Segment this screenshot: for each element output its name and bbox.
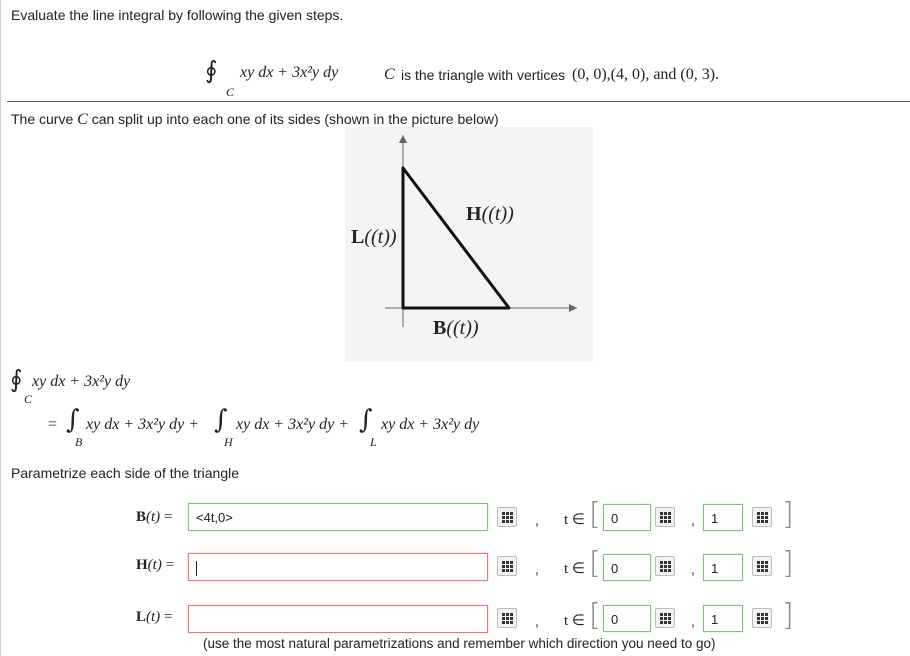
row-b-label: B(t) = [136, 509, 173, 525]
grid-icon [502, 613, 513, 624]
row-h-open-bracket: [ [589, 546, 601, 581]
problem-description: is the triangle with vertices [401, 67, 566, 83]
left-border [0, 0, 1, 656]
direction-note: (use the most natural parametrizations and remember which direction you need to go) [203, 636, 716, 651]
l-t-end-editor-button[interactable] [752, 608, 772, 628]
row-h-close-bracket: ] [782, 546, 794, 581]
triangle-figure [345, 127, 593, 362]
grid-icon [660, 613, 671, 624]
l-param-input[interactable] [188, 605, 488, 633]
problem-integral [205, 58, 218, 83]
split-text-prefix: The curve [11, 111, 74, 127]
l-t-start-editor-button[interactable] [655, 608, 675, 628]
b-t-start-editor-button[interactable] [655, 507, 675, 527]
y-axis-arrow-icon [399, 135, 407, 143]
integral-h-sub: H [224, 435, 233, 449]
grid-icon [660, 561, 671, 572]
lhs-integral-sub: C [24, 392, 33, 406]
integral-icon: ∫ [359, 405, 373, 435]
integral-l-sub: L [370, 435, 377, 449]
row-l-open-bracket: [ [589, 598, 601, 633]
integral-b [66, 407, 80, 433]
row-h-label: H(t) = [136, 557, 175, 573]
h-t-start-input[interactable]: 0 [603, 554, 651, 581]
equals-sign: = [48, 416, 58, 433]
integral-icon: ∫ [214, 405, 228, 435]
integral-h-integrand: xy dx + 3x²y dy + [236, 416, 349, 433]
row-h-comma-2: , [691, 561, 695, 577]
b-t-start-input[interactable]: 0 [603, 504, 651, 531]
section-divider [7, 101, 910, 102]
label-b: B((t)) [433, 317, 479, 339]
row-b-open-bracket: [ [589, 497, 601, 532]
problem-curve-symbol: C [384, 66, 395, 83]
problem-vertices: (0, 0),(4, 0), and (0, 3). [572, 66, 720, 83]
text-cursor [196, 561, 197, 576]
split-text-suffix: can split up into each one of its sides (shown in the picture below) [91, 111, 499, 127]
triangle-shape [403, 168, 509, 308]
row-l-t-in: t ∈ [564, 613, 585, 629]
grid-icon [757, 512, 768, 523]
grid-icon [757, 613, 768, 624]
b-equation-editor-button[interactable] [497, 507, 517, 527]
integral-b-sub: B [75, 435, 83, 449]
row-h-comma: , [535, 561, 539, 577]
integral-l-integrand: xy dx + 3x²y dy [381, 416, 480, 433]
grid-icon [757, 561, 768, 572]
l-t-end-input[interactable]: 1 [703, 605, 743, 632]
h-param-input[interactable] [188, 553, 488, 581]
grid-icon [660, 512, 671, 523]
split-text-curve: C [77, 111, 88, 128]
h-t-end-input[interactable]: 1 [703, 554, 743, 581]
contour-integral-icon: ∮ [205, 56, 218, 84]
l-equation-editor-button[interactable] [497, 608, 517, 628]
label-h: H((t)) [466, 203, 514, 225]
b-t-end-input[interactable]: 1 [703, 504, 743, 531]
h-t-end-editor-button[interactable] [752, 556, 772, 576]
h-equation-editor-button[interactable] [497, 556, 517, 576]
integral-h [214, 407, 228, 433]
row-b-comma-2: , [691, 512, 695, 528]
problem-integral-sub: C [226, 85, 235, 99]
h-t-start-editor-button[interactable] [655, 556, 675, 576]
integral-l [359, 407, 373, 433]
row-l-label: L(t) = [136, 609, 173, 625]
grid-icon [502, 561, 513, 572]
l-t-start-input[interactable]: 0 [603, 605, 651, 632]
problem-integrand: xy dx + 3x²y dy [240, 64, 339, 81]
contour-integral-icon: ∮ [10, 365, 23, 393]
lhs-integrand: xy dx + 3x²y dy [32, 373, 131, 390]
row-b-comma: , [535, 512, 539, 528]
x-axis-arrow-icon [569, 304, 577, 312]
label-l: L((t)) [351, 226, 397, 248]
grid-icon [502, 512, 513, 523]
row-b-close-bracket: ] [782, 497, 794, 532]
integral-b-integrand: xy dx + 3x²y dy + [86, 416, 199, 433]
row-l-close-bracket: ] [782, 598, 794, 633]
b-param-input[interactable]: <4t,0> [188, 503, 488, 531]
b-t-end-editor-button[interactable] [752, 507, 772, 527]
row-l-comma-2: , [691, 613, 695, 629]
row-l-comma: , [535, 613, 539, 629]
lhs-integral [10, 367, 23, 392]
instruction-text: Evaluate the line integral by following the given steps. [11, 7, 344, 23]
row-h-t-in: t ∈ [564, 561, 585, 577]
integral-icon: ∫ [66, 405, 80, 435]
row-b-t-in: t ∈ [564, 512, 585, 528]
parametrize-heading: Parametrize each side of the triangle [11, 465, 240, 481]
